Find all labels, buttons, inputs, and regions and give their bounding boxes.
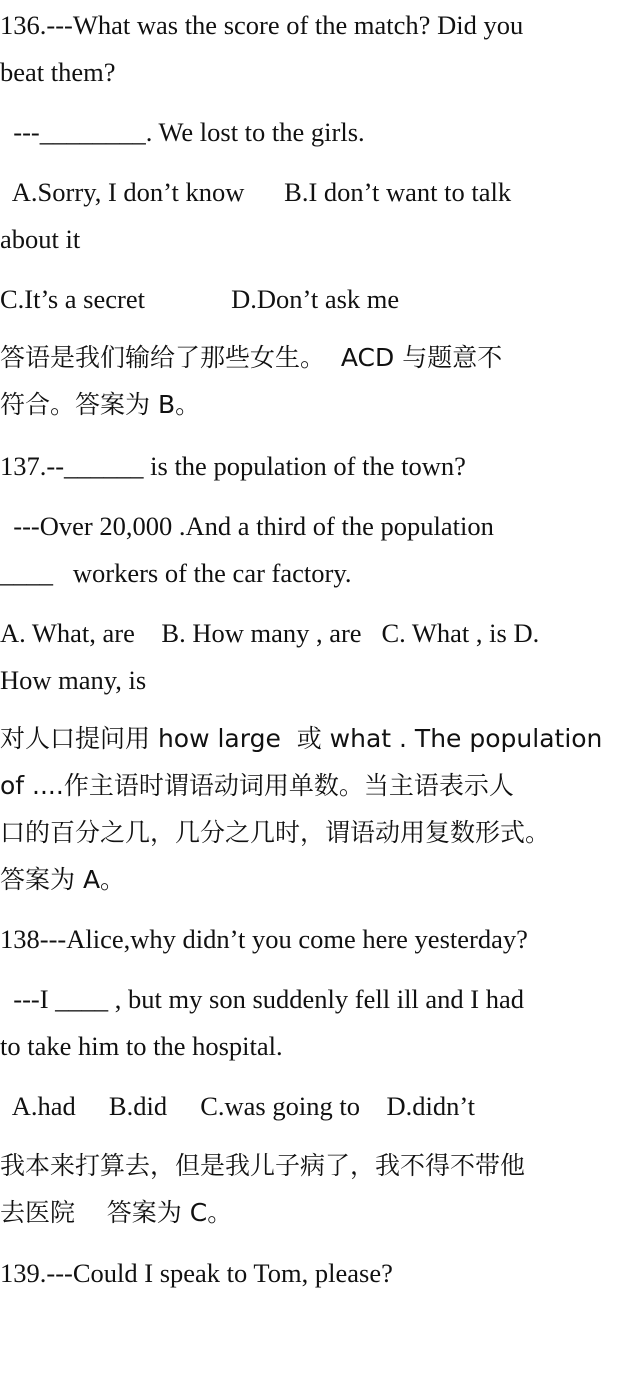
q138-question-line-1: 138---Alice,why didn’t you come here yesterday? [0,924,528,954]
q136-options-line-3: C.It’s a secret D.Don’t ask me [0,284,400,314]
q136-explanation-line-1: 答语是我们输给了那些女生。 ACD 与题意不 [0,343,503,372]
q137-explanation-line-2: of ....作主语时谓语动词用单数。当主语表示人 [0,771,514,800]
q138-explanation-line-2: 去医院 答案为 C。 [0,1198,233,1227]
q136-options-line-1: A.Sorry, I don’t know B.I don’t want to talk [0,177,512,207]
q138-explanation-line-1: 我本来打算去，但是我儿子病了，我不得不带他 [0,1151,526,1180]
q138-question-line-3: to take him to the hospital. [0,1031,283,1061]
q137-explanation-line-3: 口的百分之几，几分之几时，谓语动用复数形式。 [0,818,551,847]
q137-question-line-1: 137.--______ is the population of the town? [0,451,466,481]
q138-options-line: A.had B.did C.was going to D.didn’t [0,1091,476,1121]
q137-question-line-3: ____ workers of the car factory. [0,558,352,588]
q136-options-line-2: about it [0,224,81,254]
q136-answer-blank-line: ---________. We lost to the girls. [0,117,365,147]
q138-question-line-2: ---I ____ , but my son suddenly fell ill and I had [0,984,525,1014]
q137-options-line-1: A. What, are B. How many , are C. What , is D. [0,618,540,648]
q137-explanation-line-4: 答案为 A。 [0,865,126,894]
q139-question-line-1: 139.---Could I speak to Tom, please? [0,1258,393,1288]
q136-question-line-1: 136.---What was the score of the match? Did you [0,10,524,40]
q137-options-line-2: How many, is [0,665,147,695]
q137-question-line-2: ---Over 20,000 .And a third of the population [0,511,494,541]
q136-question-line-2: beat them? [0,57,116,87]
q137-explanation-line-1: 对人口提问用 how large 或 what . The population [0,724,603,753]
q136-explanation-line-2: 符合。答案为 B。 [0,390,201,419]
